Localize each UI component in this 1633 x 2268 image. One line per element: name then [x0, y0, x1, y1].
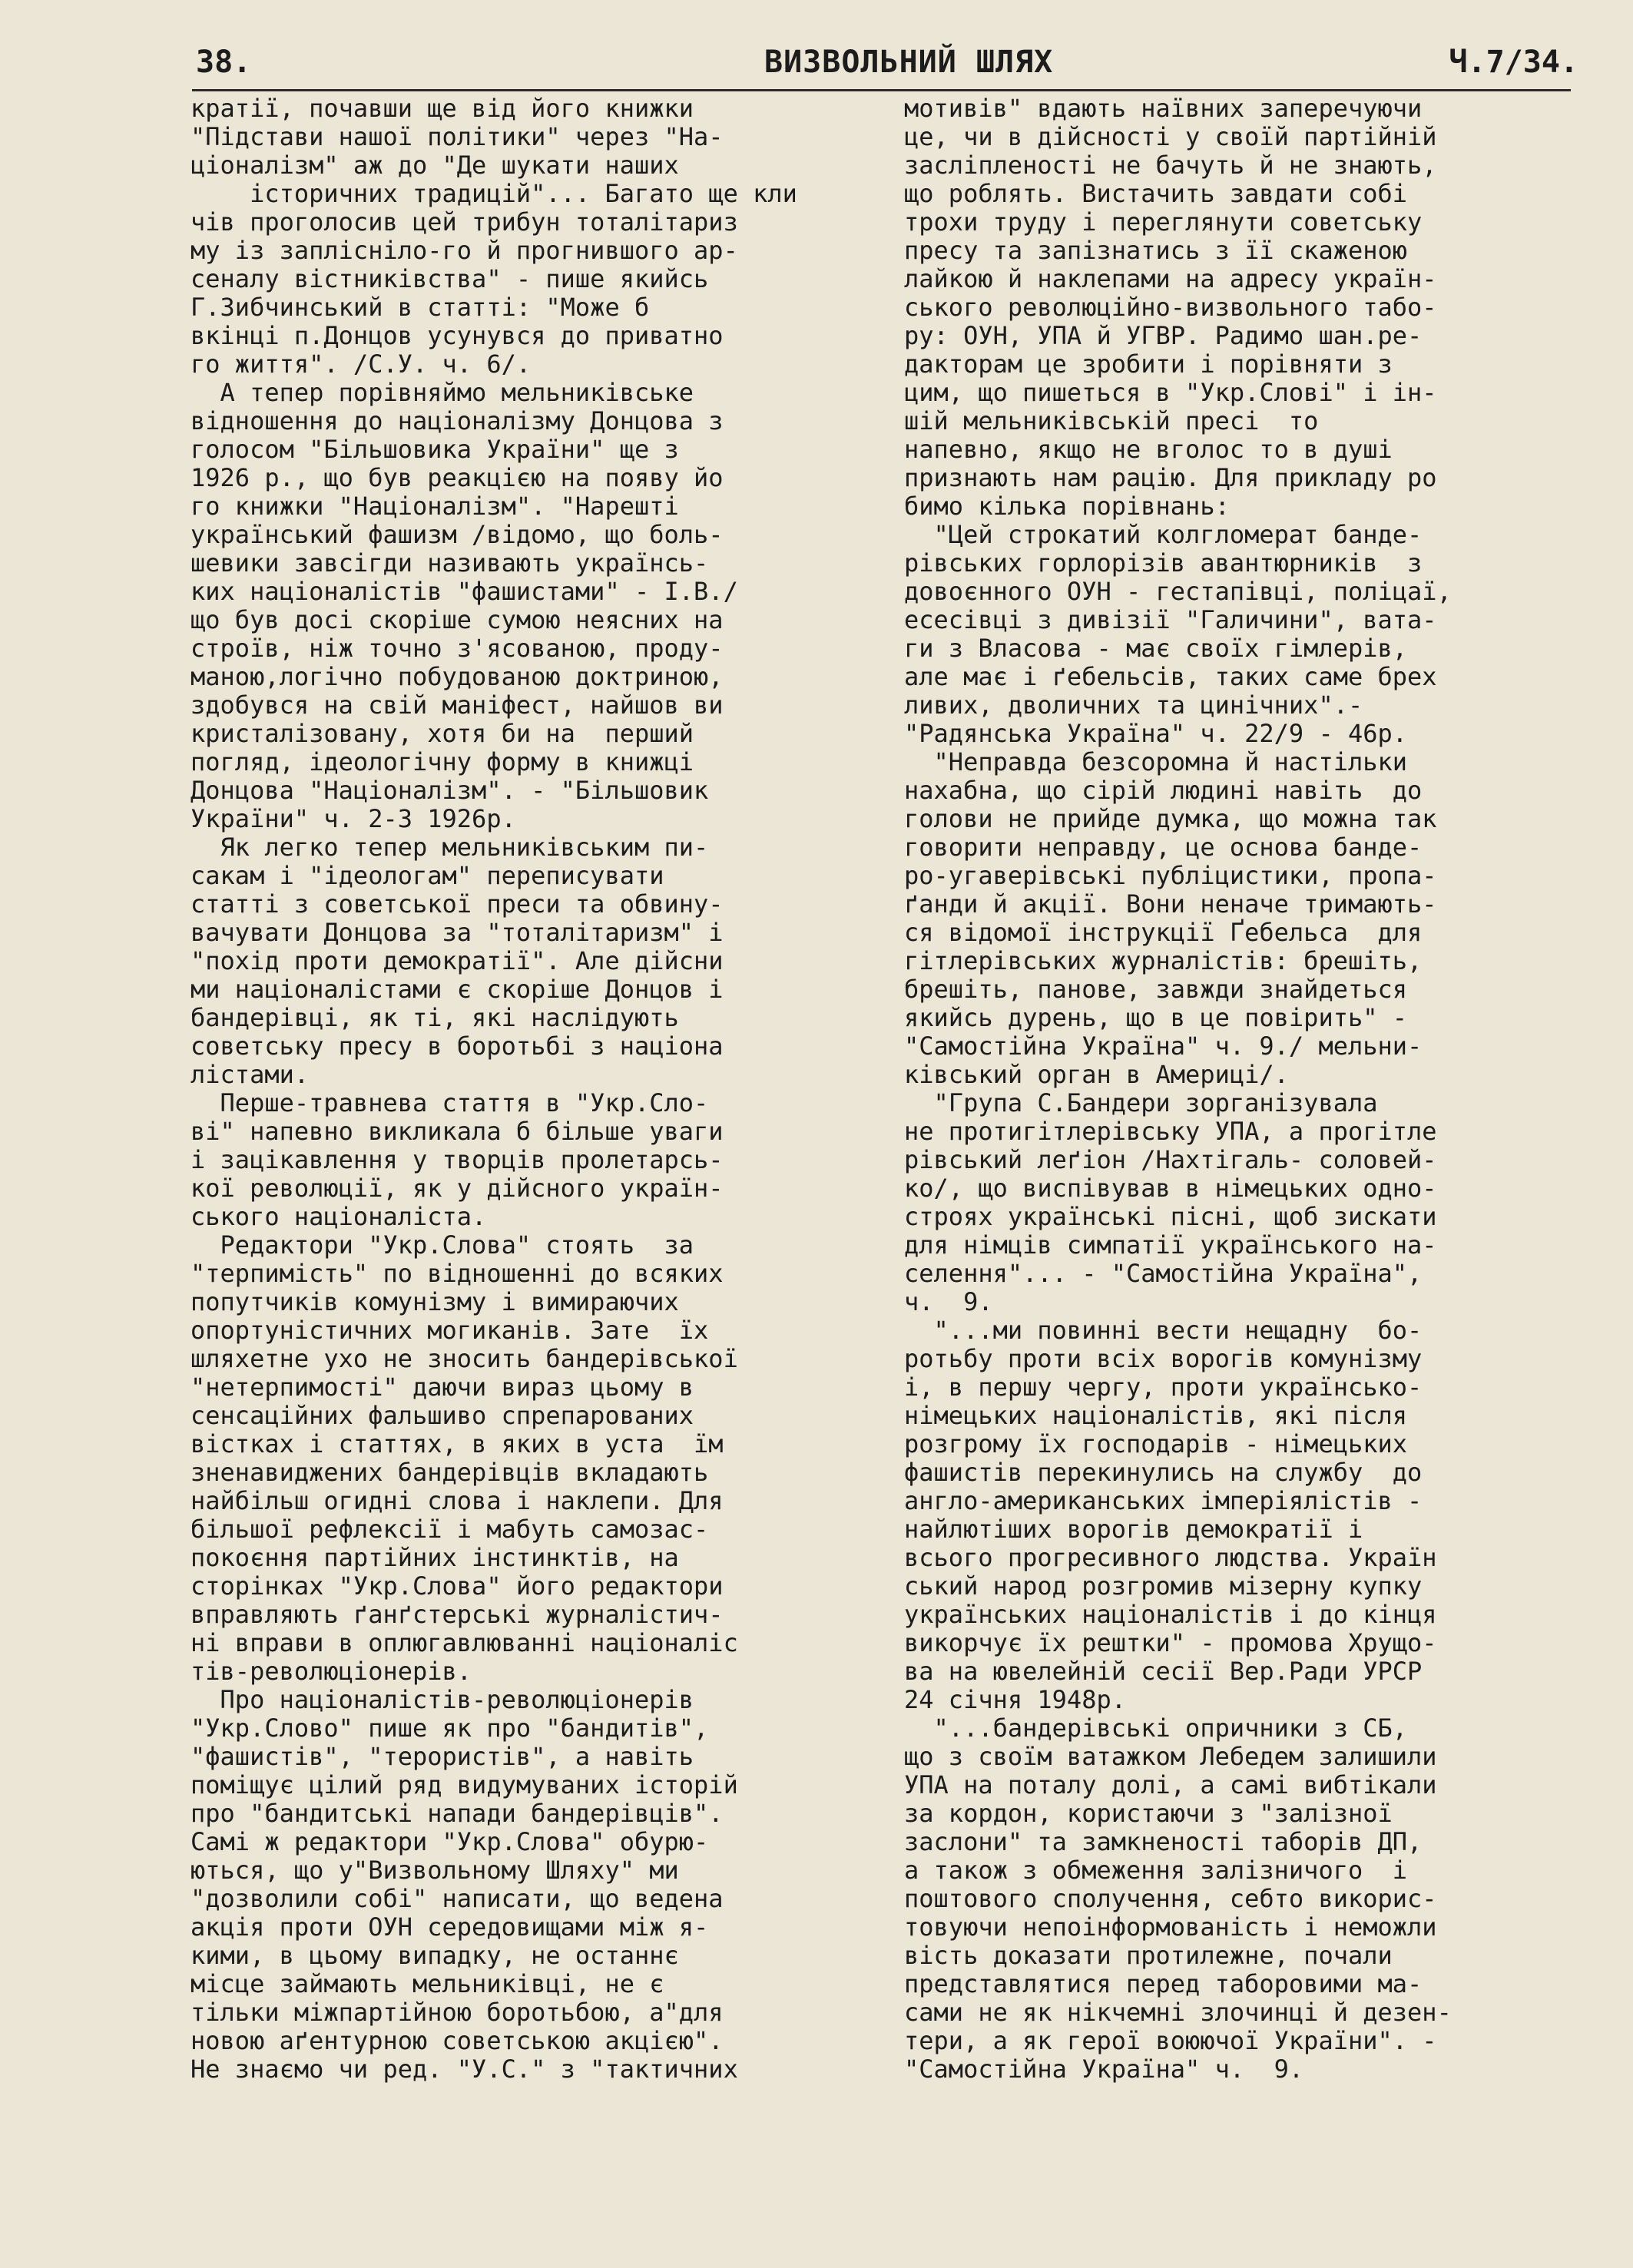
text-line: селення"... - "Самостійна Україна",: [904, 1259, 1423, 1288]
text-line: ві" напевно викликала б більше уваги: [190, 1117, 724, 1146]
text-line: якийсь дурень, що в це повірить" -: [904, 1003, 1408, 1032]
text-line: ківський орган в Америці/.: [904, 1060, 1289, 1089]
text-line: відношення до націоналізму Донцова з: [190, 406, 724, 435]
journal-title: ВИЗВОЛЬНИЙ ШЛЯХ: [764, 45, 1054, 80]
text-line: А тепер порівняймо мельниківське: [190, 378, 694, 407]
text-line: бандерівці, як ті, які наслідують: [190, 1003, 679, 1032]
text-line: брешіть, панове, завжди знайдеться: [904, 975, 1408, 1004]
text-line: "Радянська Україна" ч. 22/9 - 46р.: [904, 719, 1408, 748]
text-line: більшої рефлексії і мабуть самозас-: [190, 1515, 709, 1544]
text-line: Як легко тепер мельниківським пи-: [190, 833, 709, 862]
text-line: розгрому їх господарів - німецьких: [904, 1429, 1408, 1458]
text-line: "Укр.Слово" пише як про "бандитів",: [190, 1713, 709, 1743]
text-line: ні вправи в оплюгавлюванні націоналіс: [190, 1628, 738, 1657]
text-line: це, чи в дійсності у своїй партійній: [904, 122, 1437, 151]
text-line: ких націоналістів "фашистами" - І.В./: [190, 577, 738, 606]
text-line: ру: ОУН, УПА й УГВР. Радимо шан.ре-: [904, 321, 1423, 350]
text-line: а також з обмеження залізничого і: [904, 1856, 1408, 1885]
text-line: ги з Власова - має своїх гімлерів,: [904, 634, 1408, 663]
text-line: товуючи непоінформованість і неможли: [904, 1912, 1437, 1942]
text-line: сенсаційних фальшиво спрепарованих: [190, 1401, 694, 1430]
text-line: напевно, якщо не вголос то в душі: [904, 435, 1393, 464]
text-line: "фашистів", "терористів", а навіть: [190, 1742, 694, 1771]
text-line: шляхетне ухо не зносить бандерівської: [190, 1344, 738, 1373]
text-line: ціоналізм" аж до "Де шукати наших: [190, 151, 679, 180]
text-line: "...бандерівські опричники з СБ,: [904, 1713, 1408, 1743]
text-line: ливих, дволичних та цинічних".-: [904, 690, 1363, 720]
text-line: строях українські пісні, щоб зискати: [904, 1202, 1437, 1231]
text-line: і, в першу чергу, проти українсько-: [904, 1372, 1423, 1402]
text-line: есесівці з дивізії "Галичини", вата-: [904, 605, 1437, 634]
text-line: Перше-травнева стаття в "Укр.Сло-: [190, 1088, 709, 1117]
right-text-column: [904, 94, 1580, 2084]
text-line: сами не як нікчемні злочинці й дезен-: [904, 1998, 1452, 2027]
text-line: "Неправда безсоромна й настільки: [904, 747, 1408, 776]
text-line: "нетерпимості" даючи вираз цьому в: [190, 1372, 694, 1402]
text-line: найбільш огидні слова і наклепи. Для: [190, 1486, 724, 1515]
text-line: засліпленості не бачуть й не знають,: [904, 151, 1437, 180]
text-line: історичних традицій"... Багато ще кли: [190, 179, 797, 208]
text-line: "дозволили собі" написати, що ведена: [190, 1884, 724, 1913]
text-line: заслони" та замкненості таборів ДП,: [904, 1827, 1423, 1856]
text-line: Г.Зибчинський в статті: "Може б: [190, 293, 650, 322]
text-line: чів проголосив цей трибун тоталітариз: [190, 207, 738, 237]
text-line: тери, а як герої воюючої України". -: [904, 2026, 1437, 2055]
text-line: англо-американських імперіялістів -: [904, 1486, 1423, 1515]
text-line: кристалізовану, хотя би на перший: [190, 719, 694, 748]
text-line: не протигітлерівську УПА, а прогітле: [904, 1117, 1437, 1146]
text-line: советську пресу в боротьбі з націона: [190, 1031, 724, 1061]
text-line: викорчує їх рештки" - промова Хрущо-: [904, 1628, 1437, 1657]
text-line: кої революції, як у дійсного україн-: [190, 1174, 724, 1203]
text-line: ва на ювелейній сесії Вер.Ради УРСР: [904, 1657, 1423, 1686]
text-line: для німців симпатії українського на-: [904, 1230, 1437, 1260]
text-line: "Група С.Бандери зорганізувала: [904, 1088, 1378, 1117]
page-number: 38.: [196, 45, 252, 80]
text-line: ротьбу проти всіх ворогів комунізму: [904, 1344, 1423, 1373]
text-line: кими, в цьому випадку, не останнє: [190, 1941, 679, 1970]
text-line: пресу та запізнатись з її скаженою: [904, 236, 1408, 265]
text-line: всього прогресивного людства. Україн: [904, 1543, 1437, 1572]
text-line: ються, що у"Визвольному Шляху" ми: [190, 1856, 679, 1885]
text-line: новою аґентурною советською акцією".: [190, 2026, 724, 2055]
text-line: Не знаємо чи ред. "У.С." з "тактичних: [190, 2054, 738, 2084]
text-line: покоєння партійних інстинктів, на: [190, 1543, 679, 1572]
text-line: УПА на поталу долі, а самі вибтікали: [904, 1770, 1437, 1800]
text-line: маною,логічно побудованою доктриною,: [190, 662, 724, 691]
text-line: кратії, почавши ще від його книжки: [190, 94, 694, 123]
text-line: цим, що пишеться в "Укр.Слові" і ін-: [904, 378, 1437, 407]
text-line: про "бандитські напади бандерівців".: [190, 1799, 724, 1828]
text-line: "Самостійна Україна" ч. 9./ мельни-: [904, 1031, 1423, 1061]
page-header: [196, 45, 1578, 92]
text-line: ро-угаверівські публіцистики, пропа-: [904, 861, 1437, 890]
text-line: поштового сполучення, себто викорис-: [904, 1884, 1437, 1913]
text-line: "терпимість" по відношенні до всяких: [190, 1259, 724, 1288]
text-line: фашистів перекинулись на службу до: [904, 1458, 1423, 1487]
text-line: шій мельниківській пресі то: [904, 406, 1319, 435]
text-line: трохи труду і переглянути советську: [904, 207, 1423, 237]
text-line: тів-революціонерів.: [190, 1657, 472, 1686]
text-line: строїв, ніж точно з'ясованою, проду-: [190, 634, 724, 663]
text-line: сторінках "Укр.Слова" його редактори: [190, 1571, 724, 1601]
text-line: ся відомої інструкції Ґебельса для: [904, 918, 1423, 947]
text-line: "Підстави нашої політики" через "На-: [190, 122, 724, 151]
text-line: Самі ж редактори "Укр.Слова" обурю-: [190, 1827, 709, 1856]
text-line: зненавиджених бандерівців вкладають: [190, 1458, 709, 1487]
text-line: вачувати Донцова за "тоталітаризм" і: [190, 918, 724, 947]
text-line: го книжки "Націоналізм". "Нарешті: [190, 492, 679, 521]
text-line: лайкою й наклепами на адресу україн-: [904, 264, 1437, 293]
text-line: акція проти ОУН середовищами між я-: [190, 1912, 709, 1942]
text-line: і зацікавлення у творців пролетарсь-: [190, 1145, 724, 1174]
text-line: го життя". /С.У. ч. 6/.: [190, 349, 532, 379]
text-line: "похід проти демократії". Але дійсни: [190, 946, 724, 975]
text-line: що роблять. Вистачить завдати собі: [904, 179, 1408, 208]
text-line: сеналу вістниківства" - пише якийсь: [190, 264, 709, 293]
text-line: шевики завсігди називають українсь-: [190, 548, 709, 578]
text-line: поміщує цілий ряд видумуваних історій: [190, 1770, 738, 1800]
text-line: статті з советської преси та обвину-: [190, 889, 724, 919]
text-line: ґанди й акції. Вони неначе тримають-: [904, 889, 1437, 919]
text-line: рівських горлорізів авантюрників з: [904, 548, 1423, 578]
text-line: що був досі скоріше сумою неясних на: [190, 605, 724, 634]
text-line: ко/, що виспівував в німецьких одно-: [904, 1174, 1437, 1203]
text-line: голосом "Більшовика України" ще з: [190, 435, 679, 464]
text-line: погляд, ідеологічну форму в книжці: [190, 747, 694, 776]
text-line: говорити неправду, це основа банде-: [904, 833, 1423, 862]
text-line: України" ч. 2-3 1926р.: [190, 804, 516, 833]
text-line: вість доказати протилежне, почали: [904, 1941, 1393, 1970]
text-line: але має і ґебельсів, таких саме брех: [904, 662, 1437, 691]
text-line: дакторам це зробити і порівняти з: [904, 349, 1393, 379]
text-line: признають нам рацію. Для прикладу ро: [904, 463, 1437, 492]
text-line: 24 січня 1948р.: [904, 1685, 1126, 1714]
header-rule: [192, 89, 1571, 91]
text-line: опортуністичних могиканів. Зате їх: [190, 1316, 709, 1345]
text-line: за кордон, користаючи з "залізної: [904, 1799, 1393, 1828]
text-line: тільки міжпартійною боротьбою, а"для: [190, 1998, 724, 2027]
text-line: "...ми повинні вести нещадну бо-: [904, 1316, 1423, 1345]
text-line: предстaвлятися перед таборовими ма-: [904, 1969, 1423, 1998]
text-line: голови не прийде думка, що можна так: [904, 804, 1437, 833]
text-line: довоєнного ОУН - гестапівці, поліцаї,: [904, 577, 1452, 606]
text-line: здобувся на свій маніфест, найшов ви: [190, 690, 724, 720]
text-line: сакам і "ідеологам" переписувати: [190, 861, 664, 890]
text-line: вістках і статтях, в яких в уста їм: [190, 1429, 724, 1458]
text-line: ського революційно-визвольного табо-: [904, 293, 1437, 322]
text-line: "Самостійна Україна" ч. 9.: [904, 2054, 1304, 2084]
text-line: ський народ розгромив мізерну купку: [904, 1571, 1423, 1601]
text-line: Донцова "Націоналізм". - "Більшовик: [190, 776, 709, 805]
text-line: попутчиків комунізму і вимираючих: [190, 1287, 679, 1316]
text-line: найлютіших ворогів демократії і: [904, 1515, 1363, 1544]
left-text-column: [190, 94, 851, 2084]
text-line: українських націоналістів і до кінця: [904, 1600, 1437, 1629]
text-line: бимо кілька порівнань:: [904, 492, 1230, 521]
text-line: місце займають мельниківці, не є: [190, 1969, 664, 1998]
text-line: вправляють ґанґстерські журналістич-: [190, 1600, 724, 1629]
text-line: український фашизм /відомо, що боль-: [190, 520, 724, 549]
text-line: му із заплісніло-го й прогнившого ар-: [190, 236, 738, 265]
text-line: що з своїм ватажком Лебедем залишили: [904, 1742, 1437, 1771]
text-line: вкінці п.Донцов усунувся до приватно: [190, 321, 724, 350]
text-line: Редактори "Укр.Слова" стоять за: [190, 1230, 694, 1260]
text-line: лістами.: [190, 1060, 310, 1089]
text-line: мотивів" вдають наївних заперечуючи: [904, 94, 1423, 123]
text-line: нахабна, що сірій людині навіть до: [904, 776, 1423, 805]
text-line: 1926 р., що був реакцією на появу йо: [190, 463, 724, 492]
text-line: гітлерівських журналістів: брешіть,: [904, 946, 1423, 975]
text-line: рівський леґіон /Нахтігаль- соловей-: [904, 1145, 1437, 1174]
text-line: "Цей строкатий колгломерат банде-: [904, 520, 1423, 549]
text-line: ського націоналіста.: [190, 1202, 487, 1231]
text-line: ми націоналістами є скоріше Донцов і: [190, 975, 724, 1004]
text-line: ч. 9.: [904, 1287, 993, 1316]
issue-number: Ч.7/34.: [1449, 45, 1578, 80]
text-line: Про націоналістів-революціонерів: [190, 1685, 694, 1714]
text-line: німецьких націоналістів, які після: [904, 1401, 1408, 1430]
